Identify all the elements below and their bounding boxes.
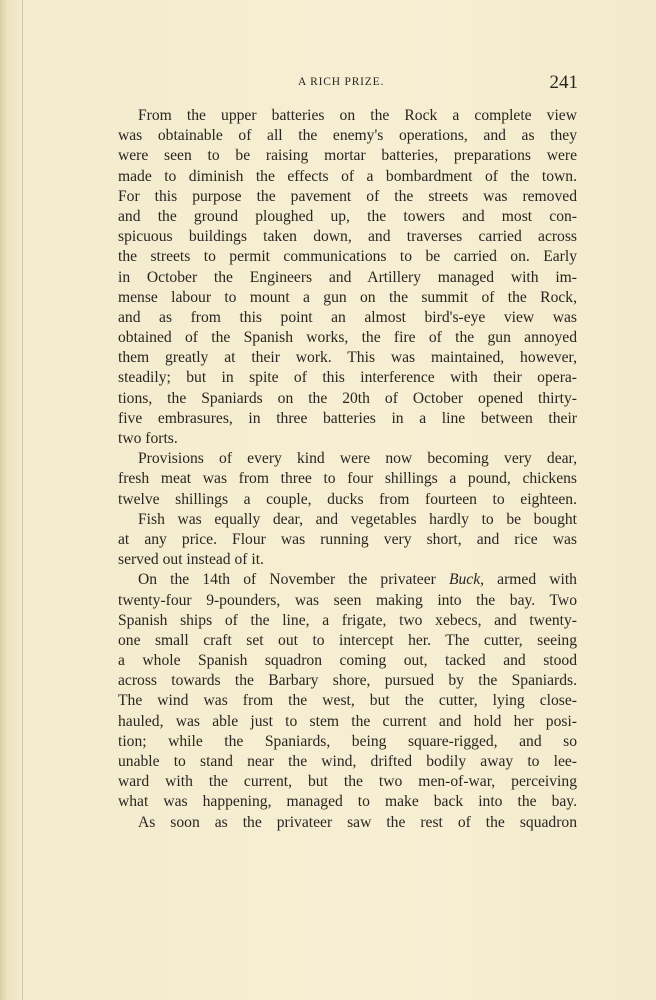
text-line (118, 429, 577, 449)
text-line-content: twelve shillings a couple, ducks from fourteen to eighteen. (118, 490, 577, 508)
text-line-content: obtained of the Spanish works, the fire of the gun annoyed (118, 329, 577, 347)
text-line-content: two forts. (118, 430, 178, 447)
text-line (118, 631, 577, 651)
text-line (118, 813, 577, 833)
text-line (118, 268, 577, 288)
text-line (118, 167, 577, 187)
text-line-content: The wind was from the west, but the cutter, lying close- (118, 692, 577, 710)
text-line (118, 187, 577, 207)
text-line-content: across towards the Barbary shore, pursued by the Spaniards. (118, 672, 577, 690)
italic-ship-name: Buck, (448, 571, 485, 589)
text-line (118, 368, 577, 388)
text-line (118, 611, 577, 631)
text-line (118, 591, 577, 611)
text-line (118, 409, 577, 429)
text-line-content: Spanish ships of the line, a frigate, two xebecs, and twenty- (118, 611, 577, 629)
text-line-content: tion; while the Spaniards, being square-rigged, and so (118, 732, 577, 750)
text-line (118, 651, 577, 671)
text-line-content: a whole Spanish squadron coming out, tacked and stood (118, 652, 577, 670)
text-line (118, 469, 577, 489)
text-line-content: at any price. Flour was running very short, and rice was (118, 530, 577, 548)
text-line-content: made to diminish the effects of a bombardment of the town. (118, 167, 577, 185)
text-line (118, 490, 577, 510)
text-line-content: As soon as the privateer saw the rest of the squadron (138, 813, 577, 831)
text-line (118, 308, 577, 328)
text-line-continuation: armed with (484, 571, 577, 589)
text-line (118, 449, 577, 469)
text-line (118, 530, 577, 550)
text-line (118, 328, 577, 348)
text-line-content: one small craft set out to intercept her. The cutter, seeing (118, 631, 577, 649)
text-line (118, 126, 577, 146)
text-line (118, 691, 577, 711)
text-line (118, 570, 577, 590)
running-title: A RICH PRIZE. (298, 76, 385, 88)
text-line-content: unable to stand near the wind, drifted bodily away to lee- (118, 753, 577, 770)
text-line (118, 772, 577, 792)
text-line (118, 106, 577, 126)
text-line-content: Fish was equally dear, and vegetables hardly to be bought (138, 510, 577, 528)
text-line (118, 510, 577, 530)
text-line-content: On the 14th of November the privateer (138, 571, 436, 589)
text-line (118, 207, 577, 227)
text-line-content: spicuous buildings taken down, and traverses carried across (118, 228, 577, 246)
page-number: 241 (549, 72, 578, 93)
text-line-content: hauled, was able just to stem the current and hold her posi- (118, 712, 577, 730)
text-line (118, 146, 577, 166)
text-line-content: them greatly at their work. This was maintained, however, (118, 349, 577, 367)
text-line-content: tions, the Spaniards on the 20th of October opened thirty- (118, 389, 577, 407)
text-line (118, 389, 577, 409)
page-fold-line (22, 0, 23, 1000)
text-line-content: and as from this point an almost bird's-eye view was (118, 308, 577, 326)
text-line (118, 712, 577, 732)
text-line-content: was obtainable of all the enemy's operations, and as they (118, 127, 577, 145)
text-line-content: Provisions of every kind were now becoming very dear, (138, 450, 577, 468)
text-line-content: five embrasures, in three batteries in a line between their (118, 409, 577, 427)
text-line-content: For this purpose the pavement of the streets was removed (118, 187, 577, 205)
text-line-content: From the upper batteries on the Rock a complete view (138, 107, 577, 124)
text-line-content: and the ground ploughed up, the towers and most con- (118, 207, 577, 225)
text-line (118, 792, 577, 812)
text-line (118, 752, 577, 772)
text-line-content: served out instead of it. (118, 551, 264, 569)
text-line (118, 550, 577, 570)
text-line (118, 348, 577, 368)
text-line-content: fresh meat was from three to four shillings a pound, chickens (118, 470, 577, 488)
text-line (118, 247, 577, 267)
text-line (118, 227, 577, 247)
text-line-content: were seen to be raising mortar batteries, preparations were (118, 147, 577, 165)
text-line-content: steadily; but in spite of this interference with their opera- (118, 369, 577, 387)
text-line-content: in October the Engineers and Artillery managed with im- (118, 268, 577, 286)
running-head (118, 72, 578, 96)
text-line-content: ward with the current, but the two men-of-war, perceiving (118, 773, 577, 791)
text-line-content: the streets to permit communications to be carried on. Early (118, 248, 577, 266)
body-text (118, 106, 577, 833)
text-line (118, 288, 577, 308)
text-line-content: twenty-four 9-pounders, was seen making into the bay. Two (118, 591, 577, 609)
text-line (118, 732, 577, 752)
text-line-content: what was happening, managed to make back into the bay. (118, 793, 577, 811)
binding-edge (0, 0, 8, 1000)
text-line (118, 671, 577, 691)
text-line-content: mense labour to mount a gun on the summit of the Rock, (118, 288, 577, 306)
